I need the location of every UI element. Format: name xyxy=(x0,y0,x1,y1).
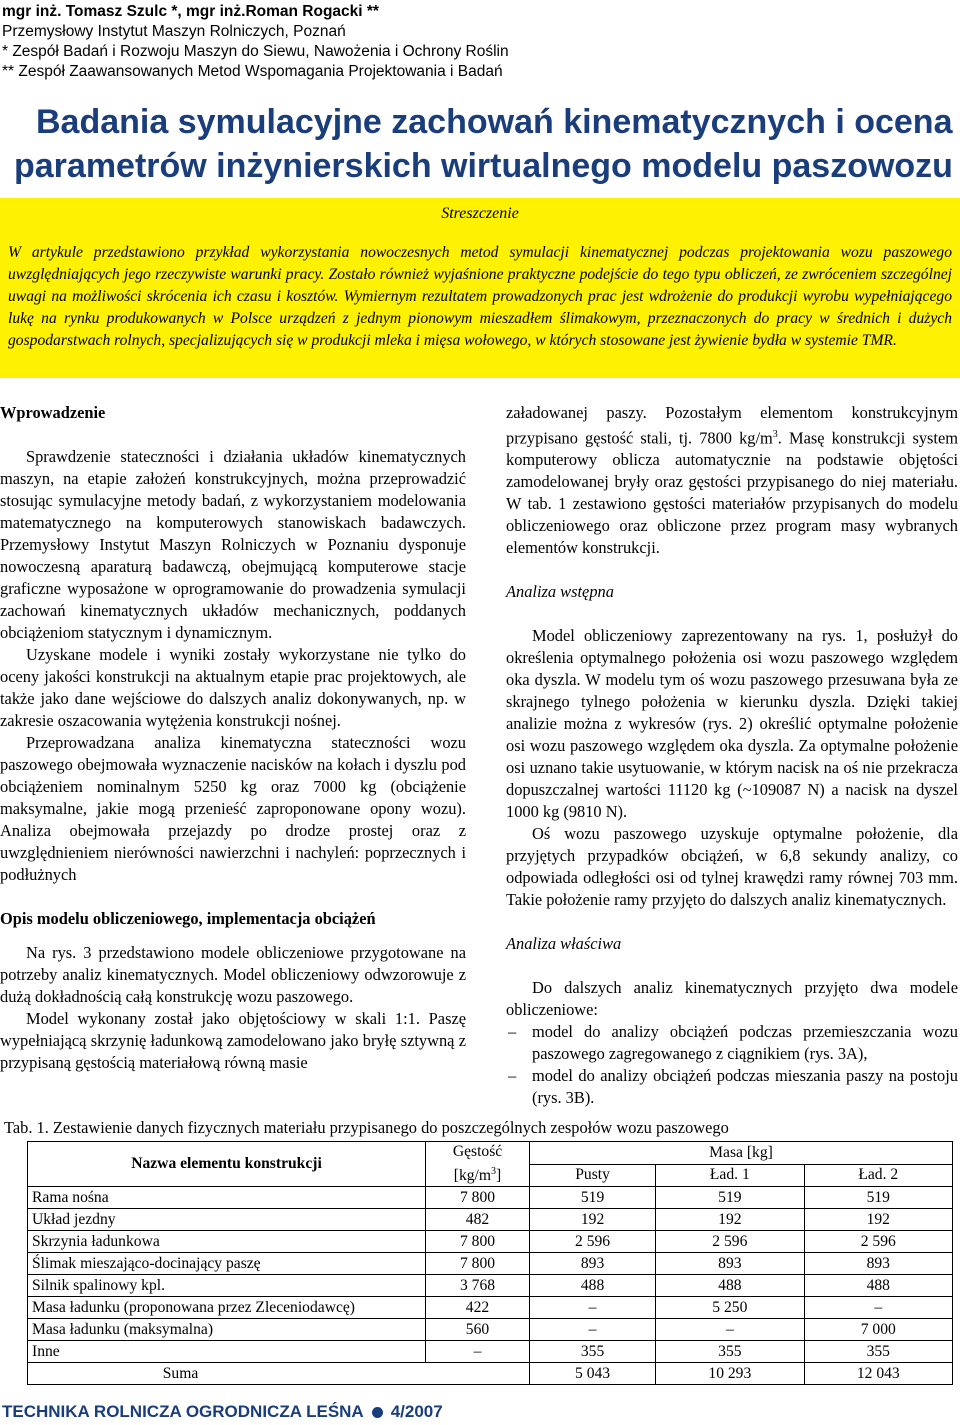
department-2: ** Zespół Zaawansowanych Metod Wspomagania Projektowania i Badań xyxy=(2,63,503,80)
table-row xyxy=(28,1341,953,1363)
issue-number: 4/2007 xyxy=(390,1402,443,1421)
section-heading-proper: Analiza właściwa xyxy=(506,934,622,954)
cell-density: 7 800 xyxy=(426,1253,530,1275)
bullet-dot-icon xyxy=(372,1407,383,1418)
cell-empty: 893 xyxy=(530,1253,656,1275)
cell-empty: 488 xyxy=(530,1275,656,1297)
section-heading-model: Opis modelu obliczeniowego, implementacja obciążeń xyxy=(0,909,376,928)
cell-empty: 192 xyxy=(530,1209,656,1231)
paragraph: Do dalszych analiz kinematycznych przyjęto dwa modele obliczeniowe: xyxy=(506,978,958,1020)
column-header-mass: Masa [kg] xyxy=(530,1142,953,1165)
section-heading-introduction: Wprowadzenie xyxy=(0,403,106,422)
department-1: * Zespół Badań i Rozwoju Maszyn do Siewu, Nawożenia i Ochrony Roślin xyxy=(2,43,509,60)
paragraph: Model wykonany został jako objętościowy w skali 1:1. Paszę wypełniającą skrzynię ładunkową zamodelowano jako bryłę sztywną z przypisaną gęstością materiałową równą masie xyxy=(0,1009,466,1072)
model-list xyxy=(506,1021,958,1109)
paragraph: Przeprowadzana analiza kinematyczna stateczności wozu paszowego obejmowała wyznaczenie nacisków na kołach i dyszlu pod obciążeniem nominalnym 5250 kg oraz 7000 kg (obciążenie maksymalne, jakie mogą przenieść zaproponowane opony wozu). Analiza obejmowała przejazdy po drodze prostej oraz z uwzględnieniem nierówności nawierzchni i nachyleń: poprzecznych i podłużnych xyxy=(0,733,466,884)
list-item: – model do analizy obciążeń podczas przemieszczania wozu paszowego zagregowanego z ciągnikiem (rys. 3A), xyxy=(506,1021,958,1065)
column-header-name: Nazwa elementu konstrukcji xyxy=(28,1142,426,1187)
cell-name: Inne xyxy=(28,1341,426,1363)
table-row xyxy=(28,1253,953,1275)
cell-empty: – xyxy=(530,1297,656,1319)
cell-load2: – xyxy=(804,1297,952,1319)
cell-density: – xyxy=(426,1341,530,1363)
column-header-empty: Pusty xyxy=(530,1164,656,1187)
table-caption: Tab. 1. Zestawienie danych fizycznych materiału przypisanego do poszczególnych zespołów wozu paszowego xyxy=(4,1118,729,1137)
column-header-load1: Ład. 1 xyxy=(656,1164,804,1187)
column-header-density: Gęstość $[kg/m^3]$ xyxy=(426,1142,530,1187)
cell-load1: 192 xyxy=(656,1209,804,1231)
author-header xyxy=(2,2,942,82)
cell-load1: 355 xyxy=(656,1341,804,1363)
cell-load1: 488 xyxy=(656,1275,804,1297)
cell-density: 7 800 xyxy=(426,1187,530,1209)
left-column xyxy=(0,402,466,1074)
table-row xyxy=(28,1187,953,1209)
institute: Przemysłowy Instytut Maszyn Rolniczych, Poznań xyxy=(2,23,346,40)
right-column xyxy=(506,402,958,1109)
cell-name: Skrzynia ładunkowa xyxy=(28,1231,426,1253)
journal-name: TECHNIKA ROLNICZA OGRODNICZA LEŚNA xyxy=(2,1402,364,1421)
paragraph: Uzyskane modele i wyniki zostały wykorzystane nie tylko do oceny jakości konstrukcji na aktualnym etapie prac projektowych, ale także jako dane wejściowe do dalszych analiz dokonywanych, np. w zakresie oszacowania wytężenia konstrukcji nośnej. xyxy=(0,645,466,730)
cell-empty: – xyxy=(530,1319,656,1341)
cell-density: 560 xyxy=(426,1319,530,1341)
table-row xyxy=(28,1319,953,1341)
list-item: – model do analizy obciążeń podczas mieszania paszy na postoju (rys. 3B). xyxy=(506,1065,958,1109)
cell-sum-load1: 10 293 xyxy=(656,1363,804,1385)
cell-load1: 519 xyxy=(656,1187,804,1209)
cell-load2: 519 xyxy=(804,1187,952,1209)
table-row xyxy=(28,1209,953,1231)
paragraph: Model obliczeniowy zaprezentowany na rys. 1, posłużył do określenia optymalnego położenia osi wozu paszowego względem oka dyszla. W modelu tym oś wozu paszowego przesuwana była ze skrajnego tylnego położenia w kierunku dyszla. Dzięki takiej analizie można z wykresów (rys. 2) określić optymalne położenie osi wozu paszowego względem oka dyszla. Za optymalne położenie osi uznano takie usytuowanie, w którym nacisk na oś nie przekracza dopuszczalnej wartości 11120 kg (~109087 N) a nacisk na dyszel 1000 kg (9810 N). xyxy=(506,626,958,822)
table-row xyxy=(28,1297,953,1319)
cell-sum-load2: 12 043 xyxy=(804,1363,952,1385)
cell-empty: 2 596 xyxy=(530,1231,656,1253)
cell-load1: 893 xyxy=(656,1253,804,1275)
abstract-text: W artykule przedstawiono przykład wykorzystania nowoczesnych metod symulacji kinematycznej podczas projektowania wozu paszowego uwzględniających jego rzeczywiste warunki pracy. Zostało również wyjaśnione praktyczne podejście do tego typu obliczeń, ze zwróceniem szczególnej uwagi na możliwości skrócenia ich czasu i kosztów. Wymiernym rezultatem prowadzonych prac jest wdrożenie do produkcji wyrobu wypełniającego lukę na rynku produkowanych w Polsce urządzeń z jednym pionowym mieszadłem ślimakowym, przeznaczonych do pracy w średnich i dużych gospodarstwach rolnych, specjalizujących się w produkcji mleka i mięsa wołowego, w których stosowane jest żywienie bydła w systemie TMR. xyxy=(8,244,952,349)
cell-name: Masa ładunku (proponowana przez Zleceniodawcę) xyxy=(28,1297,426,1319)
cell-load1: – xyxy=(656,1319,804,1341)
cell-empty: 519 xyxy=(530,1187,656,1209)
cell-density: 7 800 xyxy=(426,1231,530,1253)
authors: mgr inż. Tomasz Szulc *, mgr inż.Roman Rogacki ** xyxy=(2,3,379,20)
paragraph: załadowanej paszy. Pozostałym elementom konstrukcyjnym przypisano gęstość stali, tj. 7800 $kg/m^3$. Masę konstrukcji system komputerowy oblicza automatycznie na podstawie objętości zamodelowanej bryły oraz gęstości przypisanego do niej materiału. W tab. 1 zestawiono gęstości materiałów przypisanych do modelu obliczeniowego oraz obliczone przez program masy wybranych elementów konstrukcji. xyxy=(506,403,958,558)
paragraph: Na rys. 3 przedstawiono modele obliczeniowe przygotowane na potrzeby analiz kinematycznych. Model obliczeniowy odwzorowuje z dużą dokładnością całą konstrukcję wozu paszowego. xyxy=(0,943,466,1006)
cell-name: Masa ładunku (maksymalna) xyxy=(28,1319,426,1341)
cell-load2: 2 596 xyxy=(804,1231,952,1253)
journal-footer xyxy=(2,1401,443,1423)
column-header-load2: Ład. 2 xyxy=(804,1164,952,1187)
cell-sum-label: Suma xyxy=(28,1363,530,1385)
section-heading-preliminary: Analiza wstępna xyxy=(506,582,614,602)
cell-load1: 5 250 xyxy=(656,1297,804,1319)
article-title xyxy=(14,100,953,188)
cell-load2: 893 xyxy=(804,1253,952,1275)
abstract-heading: Streszczenie xyxy=(441,205,519,222)
table-row-sum xyxy=(28,1363,953,1385)
cell-name: Rama nośna xyxy=(28,1187,426,1209)
cell-name: Ślimak mieszająco-docinający paszę xyxy=(28,1253,426,1275)
paragraph: Oś wozu paszowego uzyskuje optymalne położenie, dla przyjętych przypadków obciążeń, w 6,8 sekundy analizy, co odpowiada odległości osi od tylnej krawędzi ramy równej 703 mm. Takie położenie ramy przyjęto do dalszych analiz kinematycznych. xyxy=(506,824,958,910)
cell-load2: 7 000 xyxy=(804,1319,952,1341)
cell-empty: 355 xyxy=(530,1341,656,1363)
cell-name: Silnik spalinowy kpl. xyxy=(28,1275,426,1297)
paragraph: Sprawdzenie stateczności i działania układów kinematycznych maszyn, na etapie założeń konstrukcyjnych, można przeprowadzić stosując symulacyjne metody badań, z wykorzystaniem modelowania matematycznego na komputerowych stanowiskach badawczych. Przemysłowy Instytut Maszyn Rolniczych w Poznaniu dysponuje nowoczesną aparaturą badawczą, obejmującą komputerowe stacje graficzne wyposażone w oprogramowanie do prowadzenia symulacji zachowań kinematycznych układów mechanicznych, poddanych obciążeniom statycznym i dynamicznym. xyxy=(0,447,466,642)
material-table xyxy=(27,1141,953,1385)
cell-density: 3 768 xyxy=(426,1275,530,1297)
title-line-2: parametrów inżynierskich wirtualnego modelu paszowozu xyxy=(14,147,953,185)
cell-name: Układ jezdny xyxy=(28,1209,426,1231)
title-line-1: Badania symulacyjne zachowań kinematycznych i ocena xyxy=(36,103,953,141)
cell-sum-empty: 5 043 xyxy=(530,1363,656,1385)
cell-density: 482 xyxy=(426,1209,530,1231)
table-row xyxy=(28,1231,953,1253)
cell-load2: 355 xyxy=(804,1341,952,1363)
table-row xyxy=(28,1275,953,1297)
cell-load1: 2 596 xyxy=(656,1231,804,1253)
cell-load2: 192 xyxy=(804,1209,952,1231)
cell-density: 422 xyxy=(426,1297,530,1319)
cell-load2: 488 xyxy=(804,1275,952,1297)
abstract-box xyxy=(0,198,960,378)
